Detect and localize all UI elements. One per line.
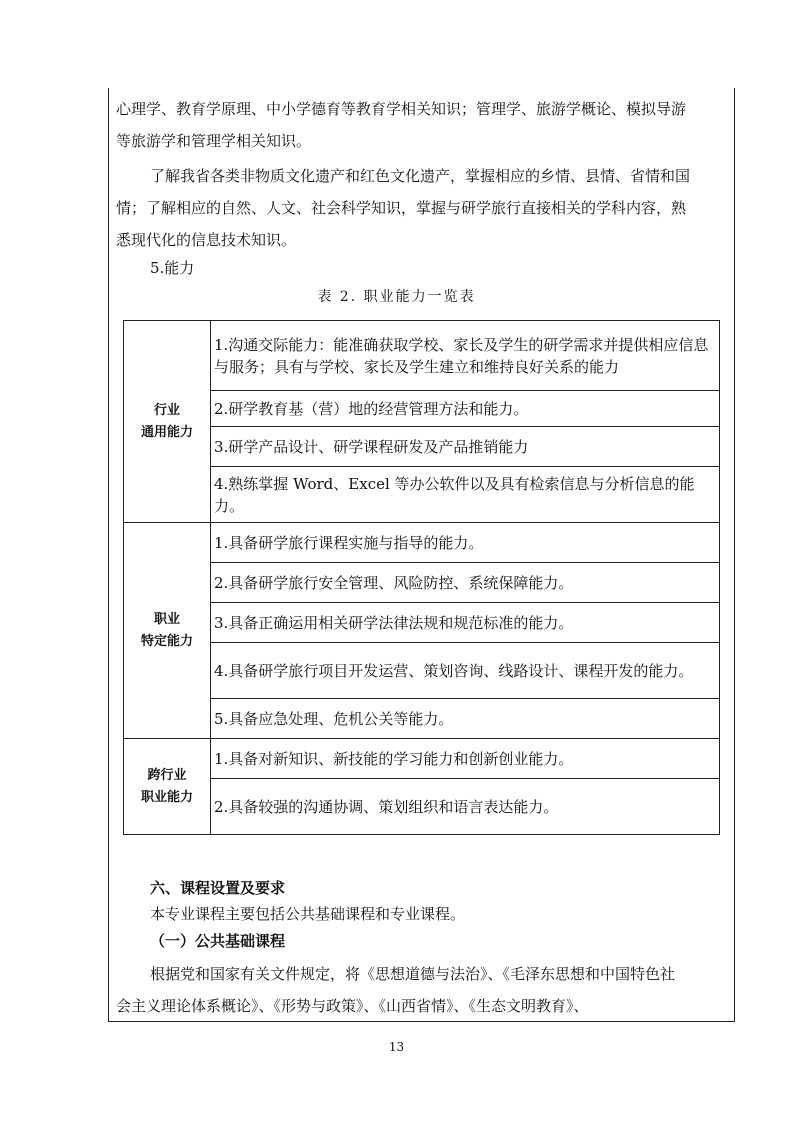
category-line: 通用能力 — [140, 424, 193, 440]
paragraph-line: 等旅游学和管理学相关知识。 — [116, 132, 312, 150]
category-line: 职业 — [153, 611, 180, 627]
ability-item: 3.研学产品设计、研学课程研发及产品推销能力 — [211, 427, 720, 467]
paragraph-line: 了解我省各类非物质文化遗产和红色文化遗产，掌握相应的乡情、县情、省情和国 — [150, 167, 691, 185]
table-row — [124, 391, 720, 427]
category-cell — [124, 739, 211, 835]
paragraph-line: 根据党和国家有关文件规定，将《思想道德与法治》、《毛泽东思想和中国特色社 — [150, 965, 676, 983]
table-row — [124, 699, 720, 739]
table-row — [124, 321, 720, 391]
category-line: 特定能力 — [140, 633, 193, 649]
table-row — [124, 467, 720, 523]
ability-item: 1.具备对新知识、新技能的学习能力和创新创业能力。 — [211, 739, 720, 779]
ability-item: 4.具备研学旅行项目开发运营、策划咨询、线路设计、课程开发的能力。 — [211, 643, 720, 699]
ability-item: 3.具备正确运用相关研学法律法规和规范标准的能力。 — [211, 603, 720, 643]
paragraph-line: 会主义理论体系概论》、《形势与政策》、《山西省情》、《生态文明教育》、 — [116, 997, 589, 1015]
section-title: 六、课程设置及要求 — [150, 879, 286, 897]
table-row — [124, 563, 720, 603]
paragraph-line: 悉现代化的信息技术知识。 — [116, 231, 297, 249]
category-line: 职业能力 — [140, 789, 193, 805]
ability-item: 5.具备应急处理、危机公关等能力。 — [211, 699, 720, 739]
ability-item: 2.具备较强的沟通协调、策划组织和语言表达能力。 — [211, 779, 720, 835]
ability-item: 2.具备研学旅行安全管理、风险防控、系统保障能力。 — [211, 563, 720, 603]
table-row — [124, 603, 720, 643]
category-line: 行业 — [153, 402, 180, 418]
table-row — [124, 427, 720, 467]
category-line: 跨行业 — [147, 767, 187, 783]
section-intro: 本专业课程主要包括公共基础课程和专业课程。 — [150, 905, 466, 923]
table-row — [124, 739, 720, 779]
ability-heading: 5.能力 — [150, 259, 195, 277]
ability-item: 1.沟通交际能力：能准确获取学校、家长及学生的研学需求并提供相应信息与服务；具有与学校、家长及学生建立和维持良好关系的能力 — [211, 321, 720, 391]
ability-item: 2.研学教育基（营）地的经营管理方法和能力。 — [211, 391, 720, 427]
subsection-title: （一）公共基础课程 — [150, 932, 286, 950]
category-cell — [124, 321, 211, 523]
ability-item: 4.熟练掌握 Word、Excel 等办公软件以及具有检索信息与分析信息的能力。 — [211, 467, 720, 523]
table-row — [124, 643, 720, 699]
table-caption: 表 2. 职业能力一览表 — [317, 289, 476, 305]
table-row — [124, 779, 720, 835]
table-row — [124, 523, 720, 563]
page-number: 13 — [388, 1040, 405, 1054]
category-cell — [124, 523, 211, 739]
paragraph-line: 心理学、教育学原理、中小学德育等教育学相关知识；管理学、旅游学概论、模拟导游 — [116, 100, 687, 118]
ability-table — [123, 320, 720, 835]
paragraph-line: 情；了解相应的自然、人文、社会科学知识，掌握与研学旅行直接相关的学科内容，熟 — [116, 199, 687, 217]
ability-item: 1.具备研学旅行课程实施与指导的能力。 — [211, 523, 720, 563]
